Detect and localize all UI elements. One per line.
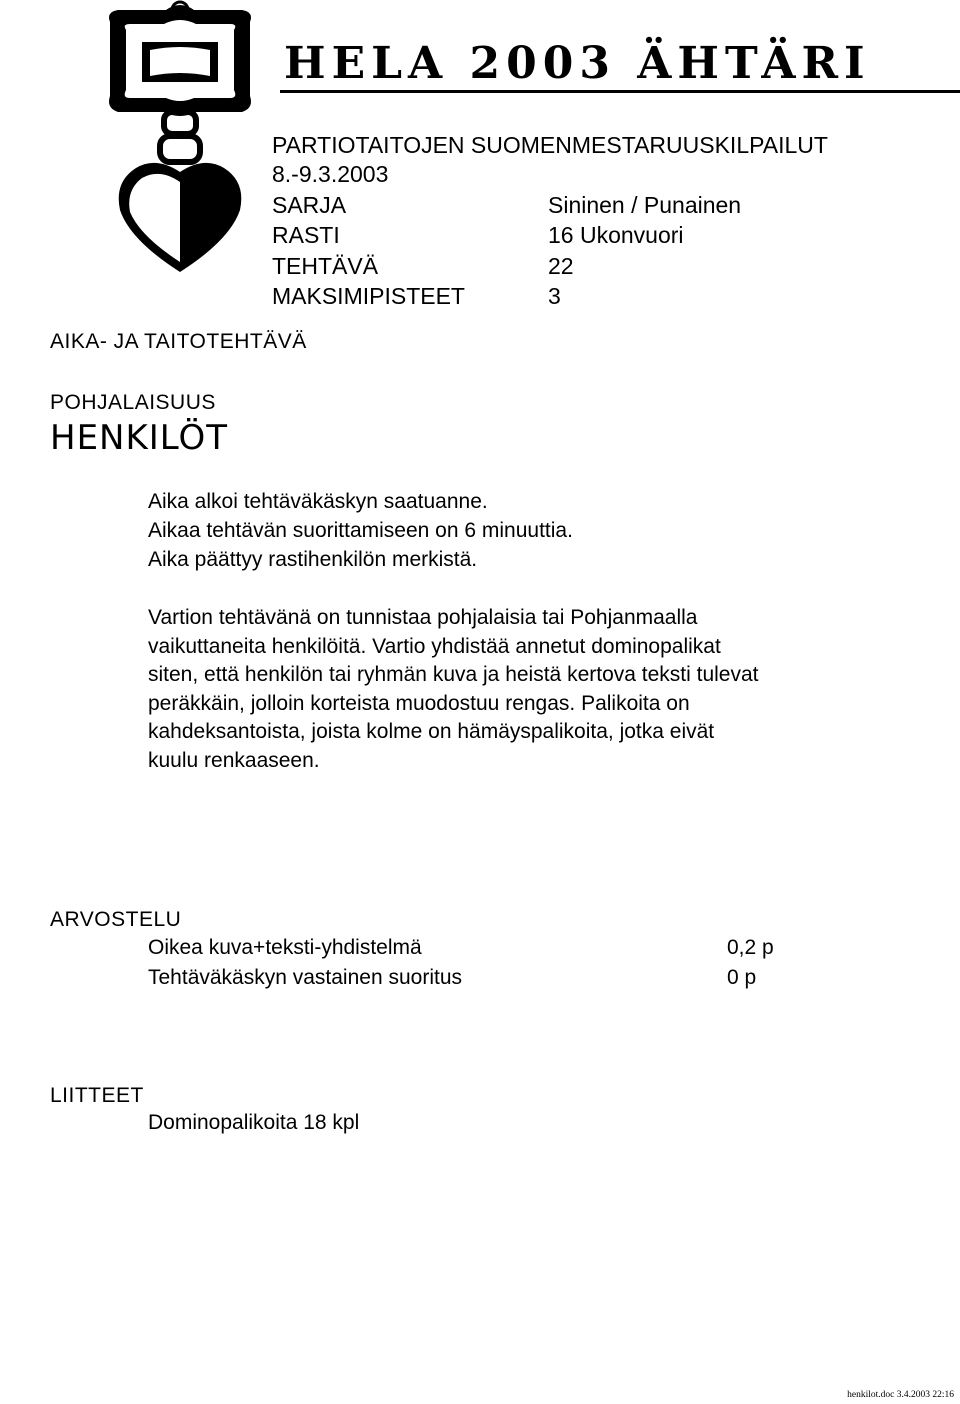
grading-heading: ARVOSTELU [50,908,182,931]
document-footer: henkilot.doc 3.4.2003 22:16 [847,1390,954,1400]
description-line: kuulu renkaaseen. [148,749,320,772]
series-label: SARJA [272,192,347,218]
timing-line: Aika alkoi tehtäväkäskyn saatuanne. [148,490,488,513]
banner-rule [280,90,960,93]
timing-line: Aikaa tehtävän suorittamiseen on 6 minuuttia. [148,519,573,542]
grading-row-label: Tehtäväkäskyn vastainen suoritus [148,966,463,989]
description-line: siten, että henkilön tai ryhmän kuva ja heistä kertova teksti tulevat [148,663,759,686]
task-number-label: TEHTÄVÄ [272,253,379,279]
banner-title: HELA 2003 ÄHTÄRI [284,38,871,89]
description-line: vaikuttaneita henkilöitä. Vartio yhdistää annetut dominopalikat [148,635,721,658]
task-title: HENKILÖT [50,418,229,458]
competition-name: PARTIOTAITOJEN SUOMENMESTARUUSKILPAILUT [272,132,828,158]
checkpoint-label: RASTI [272,222,340,248]
attachments-heading: LIITTEET [50,1084,144,1107]
series-value: Sininen / Punainen [548,192,742,218]
max-points-value: 3 [548,283,561,309]
grading-row-label: Oikea kuva+teksti-yhdistelmä [148,936,422,959]
competition-dates: 8.-9.3.2003 [272,161,389,187]
description-line: Vartion tehtävänä on tunnistaa pohjalaisia tai Pohjanmaalla [148,606,698,629]
description-line: peräkkäin, jolloin korteista muodostuu rengas. Palikoita on [148,692,690,715]
task-number-value: 22 [548,253,574,279]
hela-pendant-logo [96,0,264,276]
grading-row-points: 0 p [727,966,757,989]
task-category: POHJALAISUUS [50,391,216,414]
max-points-label: MAKSIMIPISTEET [272,283,465,309]
checkpoint-value: 16 Ukonvuori [548,222,684,248]
attachment-item: Dominopalikoita 18 kpl [148,1111,360,1134]
timing-line: Aika päättyy rastihenkilön merkistä. [148,548,478,571]
grading-row-points: 0,2 p [727,936,774,959]
description-line: kahdeksantoista, joista kolme on hämäyspalikoita, jotka eivät [148,720,715,743]
task-type: AIKA- JA TAITOTEHTÄVÄ [50,330,307,353]
